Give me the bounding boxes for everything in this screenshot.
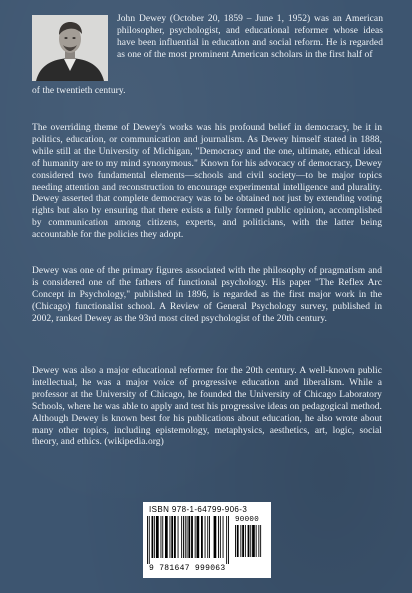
barcode-bar [156,516,159,558]
barcode-bar [223,516,224,558]
barcode-bar [183,516,184,558]
barcode-bar [178,516,179,558]
barcode-digits [147,564,267,573]
barcode-bar [258,525,259,557]
portrait-image [32,15,108,81]
barcode-bar [248,525,250,557]
barcode-bar [242,525,244,557]
barcode-bar [240,525,241,557]
barcode-bar [245,525,246,557]
bio-paragraph-4: Dewey was also a major educational reformer for the 20th century. A well-known public intellectual, he was a major voice of progressive education and liberalism. While a professor at the University of Chicago, he founded the University of Chicago Laboratory Schools, where he was able to apply and test his progressive ideas on pedagogical method. Although Dewey is known best for his publications about education, he also wrote about many other topics, including epistemology, metaphysics, aesthetics, art, logic, social theory, and ethics. (wikipedia.org) [32,366,382,448]
barcode-number: 9 781647 999063 [149,564,226,573]
barcode-bar [185,516,186,558]
barcode-bar [147,516,148,564]
barcode-bar [191,516,193,558]
barcode-bar [165,516,168,558]
barcode-bar [161,516,162,558]
barcode-bar [181,516,182,558]
barcode-bar [226,516,227,564]
barcode-bar [256,525,257,557]
barcode-bar [197,516,200,558]
barcode-bar [154,516,155,558]
barcode-bar [207,516,208,558]
barcode-bar [187,516,188,558]
barcode-bar [220,516,221,558]
barcode-bar [201,516,203,558]
barcode-bars [147,516,267,564]
bio-paragraph-1-end: of the twentieth century. [32,86,126,96]
barcode-bar [170,516,171,558]
bio-paragraph-2: The overriding theme of Dewey's works was his profound belief in democracy, be it in politics, education, or communication and journalism. As Dewey himself stated in 1888, while still at the University of Michigan, "Democracy and the one, ultimate, ethical ideal of humanity are to my mind synonymous." Known for his advocacy of democracy, Dewey considered two fundamental elements—schools and civil society—to be major topics needing attention and reconstruction to encourage experimental intelligence and plurality. Dewey asserted that complete democracy was to be obtained not just by extending voting rights but also by ensuring that there exists a fully formed public opinion, accomplished by communication among citizens, experts, and politicians, with the latter being accountable for the policies they adopt. [32,123,382,241]
bio-paragraph-1: John Dewey (October 20, 1859 – June 1, 1952) was an American philosopher, psychologist, and educational reformer whose ideas have been influential in education and social reform. He is regarded as one of the most prominent American scholars in the first half of [117,14,383,60]
author-portrait [32,15,108,81]
isbn-barcode [143,502,271,578]
barcode-bar [252,525,255,557]
barcode-bar [228,516,229,564]
addon-bars [235,525,267,563]
barcode-bar [174,516,176,558]
isbn-label: ISBN 978-1-64799-906-3 [149,505,248,514]
barcode-bar [237,525,239,557]
barcode-bar [235,525,236,557]
ean13-bars [147,516,231,564]
barcode-bar [260,525,261,557]
bio-paragraph-3: Dewey was one of the primary figures associated with the philosophy of pragmatism and is considered one of the fathers of functional psychology. His paper "The Reflex Arc Concept in Psychology," published in 1896, is regarded as the first major work in the (Chicago) functionalist school. A Review of General Psychology survey, published in 2002, ranked Dewey as the 93rd most cited psychologist of the 20th century. [32,266,382,324]
barcode-bar [152,516,154,558]
barcode-bar [162,516,163,558]
barcode-bar [188,516,190,558]
barcode-bar [171,516,173,558]
barcode-bar [209,516,210,558]
addon-digits: 90000 [235,516,260,524]
barcode-bar [214,516,217,558]
barcode-bar [195,516,196,558]
barcode-bar [205,516,206,558]
barcode-bar [250,525,251,557]
barcode-bar [218,516,219,558]
barcode-bar [149,516,150,564]
